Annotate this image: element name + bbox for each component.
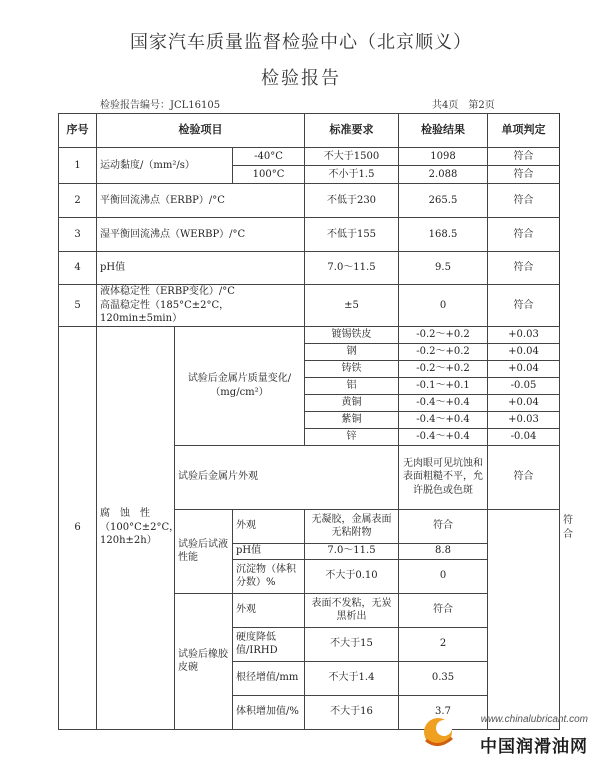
metal-result: +0.03 bbox=[488, 411, 560, 428]
metal-name: 铸铁 bbox=[305, 360, 399, 377]
rubber-result: 2 bbox=[399, 627, 488, 661]
row-item: 运动黏度/（mm²/s） bbox=[97, 148, 233, 184]
report-subtitle: 检验报告 bbox=[261, 68, 341, 89]
rubber-name: 根径增值/mm bbox=[233, 661, 305, 695]
row-result: 2.088 bbox=[399, 166, 488, 184]
liquid-name: pH值 bbox=[233, 543, 305, 559]
report-title: 国家汽车质量监督检验中心（北京顺义） bbox=[130, 32, 472, 53]
metal-group-label: 试验后金属片质量变化/（mg/cm²） bbox=[175, 326, 305, 445]
header-row bbox=[59, 114, 560, 148]
rubber-result: 3.7 bbox=[399, 695, 488, 729]
rubber-requirement: 不大于1.4 bbox=[305, 661, 399, 695]
row-judgement: 符合 bbox=[488, 184, 560, 218]
row-item: 腐 蚀 性 （100°C±2°C， 120h±2h） bbox=[97, 326, 175, 729]
liquid-name: 沉淀物（体积分数）% bbox=[233, 559, 305, 593]
metal-result: +0.04 bbox=[488, 343, 560, 360]
metal-requirement: -0.2～+0.2 bbox=[399, 326, 488, 343]
metal-requirement: -0.4～+0.4 bbox=[399, 394, 488, 411]
liquid-group-label: 试验后试液性能 bbox=[175, 509, 233, 593]
row-item: 平衡回流沸点（ERBP）/°C bbox=[97, 184, 305, 218]
table-row bbox=[59, 218, 560, 252]
metal-result: +0.04 bbox=[488, 394, 560, 411]
row-judgement: 符合 bbox=[488, 285, 560, 327]
col-header-result: 检验结果 bbox=[399, 114, 488, 148]
table-row bbox=[59, 285, 560, 327]
metal-name: 镀锡铁皮 bbox=[305, 326, 399, 343]
metal-name: 紫铜 bbox=[305, 411, 399, 428]
metal-name: 铝 bbox=[305, 377, 399, 394]
liquid-requirement: 不大于0.10 bbox=[305, 559, 399, 593]
metal-requirement: -0.2～+0.2 bbox=[399, 360, 488, 377]
page-info: 共4页 第2页 bbox=[432, 100, 495, 111]
row-judgement: 符合 bbox=[488, 252, 560, 285]
row-result: 9.5 bbox=[399, 252, 488, 285]
row-item bbox=[97, 285, 305, 327]
watermark-url: www.chinalubricant.com bbox=[480, 714, 588, 725]
row-item: pH值 bbox=[97, 252, 305, 285]
row-no: 2 bbox=[59, 184, 97, 218]
row-judgement: 符合 bbox=[488, 218, 560, 252]
row-result: 168.5 bbox=[399, 218, 488, 252]
rubber-result: 0.35 bbox=[399, 661, 488, 695]
site-watermark bbox=[418, 704, 588, 764]
row-requirement: 不小于1.5 bbox=[305, 166, 399, 184]
row-judgement: 符合 bbox=[488, 166, 560, 184]
rubber-requirement: 不大于16 bbox=[305, 695, 399, 729]
rubber-requirement: 不大于15 bbox=[305, 627, 399, 661]
row-no: 1 bbox=[59, 148, 97, 184]
metal-requirement: -0.2～+0.2 bbox=[399, 343, 488, 360]
metal-result: -0.04 bbox=[488, 428, 560, 445]
metal-requirement: -0.4～+0.4 bbox=[399, 428, 488, 445]
table-row: 6 腐 蚀 性 （100°C±2°C， 120h±2h） 试验后金属片质量变化/（mg/cm²） 镀锡铁皮 -0.2～+0.2 +0.03 符合 bbox=[59, 326, 560, 343]
row-condition: 100°C bbox=[233, 166, 305, 184]
rubber-name: 外观 bbox=[233, 593, 305, 627]
rubber-result: 符合 bbox=[399, 593, 488, 627]
rubber-name: 硬度降低值/IRHD bbox=[233, 627, 305, 661]
col-header-requirement: 标准要求 bbox=[305, 114, 399, 148]
row-condition: -40°C bbox=[233, 148, 305, 166]
row-no: 3 bbox=[59, 218, 97, 252]
metal-name: 钢 bbox=[305, 343, 399, 360]
metal-result: +0.04 bbox=[488, 360, 560, 377]
appearance-requirement: 无肉眼可见坑蚀和表面粗糙不平，允许脱色或色斑 bbox=[399, 445, 488, 509]
metal-result: +0.03 bbox=[488, 326, 560, 343]
row-requirement: 不大于1500 bbox=[305, 148, 399, 166]
report-number: 检验报告编号：JCL16105 bbox=[100, 100, 221, 111]
appearance-label: 试验后金属片外观 bbox=[175, 445, 399, 509]
col-header-no: 序号 bbox=[59, 114, 97, 148]
col-header-item: 检验项目 bbox=[97, 114, 305, 148]
row-item: 湿平衡回流沸点（WERBP）/°C bbox=[97, 218, 305, 252]
metal-requirement: -0.4～+0.4 bbox=[399, 411, 488, 428]
row-requirement: 7.0～11.5 bbox=[305, 252, 399, 285]
metal-requirement: -0.1～+0.1 bbox=[399, 377, 488, 394]
row-no: 4 bbox=[59, 252, 97, 285]
inspection-table bbox=[58, 113, 573, 730]
metal-name: 黄铜 bbox=[305, 394, 399, 411]
table-row bbox=[59, 184, 560, 218]
row-result: 1098 bbox=[399, 148, 488, 166]
row-result: 265.5 bbox=[399, 184, 488, 218]
rubber-name: 体积增加值/% bbox=[233, 695, 305, 729]
liquid-result: 符合 bbox=[399, 509, 488, 543]
row-no: 5 bbox=[59, 285, 97, 327]
liquid-result: 0 bbox=[399, 559, 488, 593]
row-no: 6 bbox=[59, 326, 97, 729]
liquid-result: 8.8 bbox=[399, 543, 488, 559]
row-judgement: 符合 bbox=[488, 148, 560, 166]
oil-drop-logo-icon bbox=[418, 710, 458, 750]
row-requirement: 不低于230 bbox=[305, 184, 399, 218]
row-item-line: 高温稳定性（185°C±2°C，120min±5min） bbox=[100, 299, 230, 324]
rubber-requirement: 表面不发粘，无炭黑析出 bbox=[305, 593, 399, 627]
appearance-result: 符合 bbox=[488, 445, 560, 509]
metal-name: 锌 bbox=[305, 428, 399, 445]
metal-result: -0.05 bbox=[488, 377, 560, 394]
watermark-site-name: 中国润滑油网 bbox=[480, 737, 588, 757]
row-requirement: 不低于155 bbox=[305, 218, 399, 252]
liquid-name: 外观 bbox=[233, 509, 305, 543]
rubber-group-label: 试验后橡胶皮碗 bbox=[175, 593, 233, 729]
liquid-requirement: 7.0～11.5 bbox=[305, 543, 399, 559]
col-header-judgement: 单项判定 bbox=[488, 114, 560, 148]
row-item-line: 液体稳定性（ERBP变化）/°C bbox=[100, 286, 235, 297]
row-result: 0 bbox=[399, 285, 488, 327]
row-requirement: ±5 bbox=[305, 285, 399, 327]
liquid-requirement: 无凝胶，金属表面无粘附物 bbox=[305, 509, 399, 543]
table-row bbox=[59, 148, 560, 166]
table-row bbox=[59, 252, 560, 285]
